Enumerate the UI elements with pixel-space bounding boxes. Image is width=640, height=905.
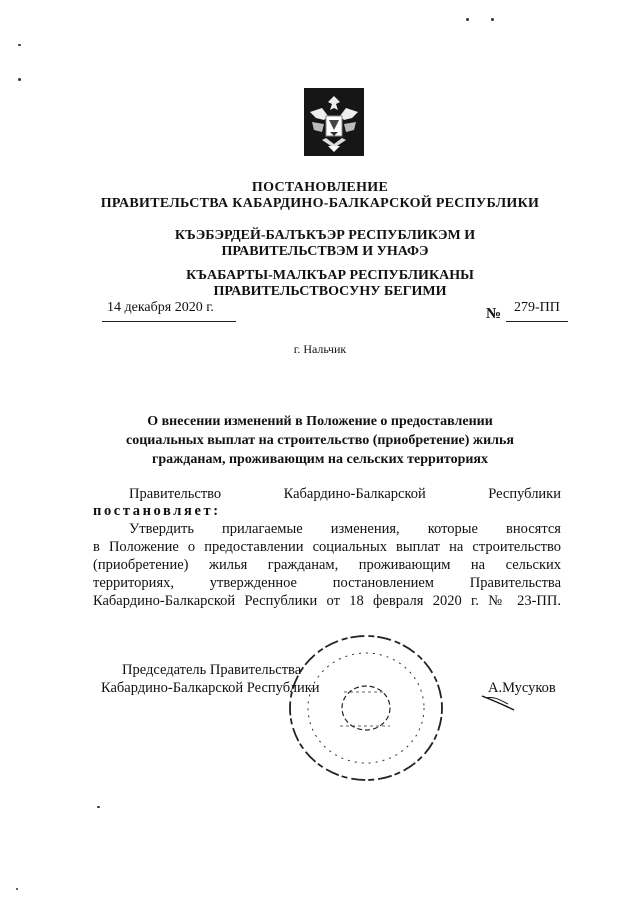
paragraph-line bbox=[93, 521, 561, 538]
scan-speck bbox=[466, 18, 469, 21]
subject-line: гражданам, проживающим на сельских территориях bbox=[152, 452, 488, 467]
scan-speck bbox=[97, 806, 100, 808]
intro-word: Республики bbox=[488, 486, 561, 502]
date-underline bbox=[102, 321, 236, 322]
authority-kabardian: КЪЭБЭРДЕЙ-БАЛЪКЪЭР РЕСПУБЛИКЭМ И ПРАВИТЕЛЬСТВЭМ И УНАФЭ bbox=[174, 228, 476, 259]
intro-word: Кабардино-Балкарской bbox=[283, 486, 426, 502]
intro-line bbox=[93, 486, 561, 503]
intro-word: Правительство bbox=[129, 486, 222, 502]
number-sign: № bbox=[486, 306, 502, 322]
document-date: 14 декабря 2020 г. bbox=[107, 300, 214, 315]
paragraph-line: территориях, утвержденное постановлением Правительства bbox=[93, 575, 561, 591]
authority-russian: ПРАВИТЕЛЬСТВА КАБАРДИНО-БАЛКАРСКОЙ РЕСПУБЛИКИ bbox=[100, 196, 540, 211]
paragraph-word: которые bbox=[427, 521, 478, 537]
scan-speck bbox=[491, 18, 494, 21]
paragraph-word: прилагаемые bbox=[222, 521, 303, 537]
coat-of-arms-emblem bbox=[302, 86, 366, 158]
paragraph-line: в Положение о предоставлении социальных выплат на строительство bbox=[93, 539, 561, 555]
signatory-position: Кабардино-Балкарской Республики bbox=[101, 680, 320, 696]
city: г. Нальчик bbox=[293, 342, 347, 356]
paragraph-word: вносятся bbox=[506, 521, 561, 537]
number-underline bbox=[506, 321, 568, 322]
document-number: 279-ПП bbox=[514, 300, 560, 315]
scan-speck bbox=[18, 78, 21, 81]
handwritten-signature bbox=[478, 690, 538, 714]
signatory-name: А.Мусуков bbox=[488, 680, 556, 696]
document-type: ПОСТАНОВЛЕНИЕ bbox=[251, 180, 389, 195]
paragraph-word: изменения, bbox=[330, 521, 400, 537]
signatory-position: Председатель Правительства bbox=[122, 662, 302, 678]
decree-word: постановляет: bbox=[93, 503, 221, 519]
paragraph-line: Кабардино-Балкарской Республики от 18 февраля 2020 г. № 23-ПП. bbox=[93, 593, 561, 609]
paragraph-word: Утвердить bbox=[129, 521, 194, 537]
scan-speck bbox=[16, 888, 18, 890]
paragraph-line: (приобретение) жилья гражданам, проживающим на сельских bbox=[93, 557, 561, 573]
subject-line: О внесении изменений в Положение о предоставлении bbox=[147, 414, 493, 429]
scan-speck bbox=[18, 44, 21, 46]
document-subject bbox=[0, 412, 640, 469]
authority-karachay-balkar: КЪАБАРТЫ-МАЛКЪАР РЕСПУБЛИКАНЫ ПРАВИТЕЛЬСТВОСУНУ БЕГИМИ bbox=[186, 268, 474, 299]
subject-line: социальных выплат на строительство (приобретение) жилья bbox=[126, 433, 514, 448]
official-seal-stamp bbox=[286, 630, 456, 782]
